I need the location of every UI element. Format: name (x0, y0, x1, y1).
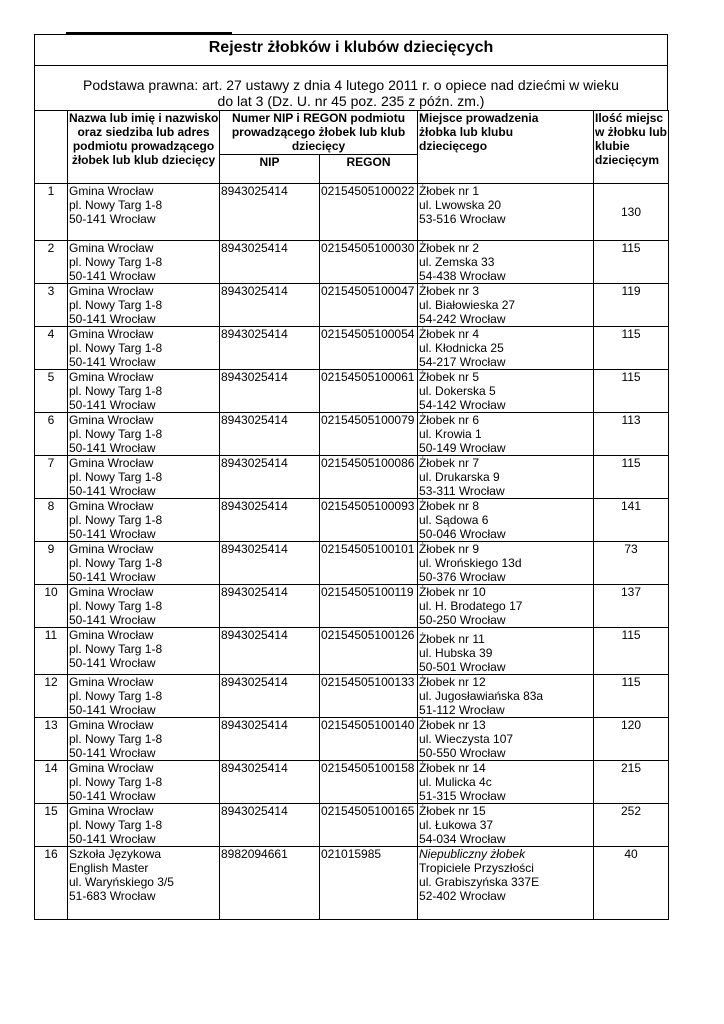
entity-line: pl. Nowy Targ 1-8 (69, 689, 163, 703)
entity-line: Gmina Wrocław (69, 499, 154, 513)
entity-line: 50-141 Wrocław (69, 527, 156, 541)
header-places-line: w żłobku lub (595, 125, 668, 139)
place-cell (418, 628, 594, 675)
place-address-line: Tropiciele Przyszłości (419, 861, 534, 875)
header-regon: REGON (320, 155, 418, 184)
table-row (35, 628, 669, 675)
place-title: Żłobek nr 5 (419, 370, 480, 384)
regon-cell: 02154505100079 (320, 413, 418, 456)
regon-cell: 02154505100165 (320, 804, 418, 847)
place-address-line: 50-046 Wrocław (419, 527, 506, 541)
row-number: 8 (35, 499, 68, 542)
entity-cell (68, 413, 220, 456)
entity-line: Gmina Wrocław (69, 241, 154, 255)
entity-cell (68, 284, 220, 327)
place-cell (418, 542, 594, 585)
place-cell (418, 718, 594, 761)
place-cell (418, 847, 594, 920)
entity-cell (68, 585, 220, 628)
entity-line: pl. Nowy Targ 1-8 (69, 599, 163, 613)
place-title: Żłobek nr 7 (419, 456, 480, 470)
places-count-cell: 115 (594, 327, 669, 370)
table-row (35, 184, 669, 241)
place-address-line: 54-034 Wrocław (419, 832, 506, 846)
place-address-line: 51-112 Wrocław (419, 703, 505, 717)
nip-cell: 8943025414 (220, 585, 320, 628)
entity-cell (68, 718, 220, 761)
row-number: 10 (35, 585, 68, 628)
entity-cell (68, 761, 220, 804)
place-cell (418, 804, 594, 847)
entity-line: Gmina Wrocław (69, 284, 154, 298)
entity-cell (68, 370, 220, 413)
place-address-line: 53-516 Wrocław (419, 212, 506, 226)
nip-cell: 8982094661 (220, 847, 320, 920)
place-address-line: ul. Kłodnicka 25 (419, 341, 504, 355)
place-address-line: ul. Drukarska 9 (419, 470, 500, 484)
nip-cell: 8943025414 (220, 284, 320, 327)
entity-line: ul. Waryńskiego 3/5 (69, 875, 174, 889)
entity-line: pl. Nowy Targ 1-8 (69, 298, 163, 312)
place-address-line: ul. Wrońskiego 13d (419, 556, 522, 570)
legal-basis-line-1: Podstawa prawna: art. 27 ustawy z dnia 4 lutego 2011 r. o opiece nad dziećmi w wieku (83, 77, 619, 93)
header-nip-regon-line: dziecięcy (291, 139, 346, 153)
regon-cell: 02154505100126 (320, 628, 418, 675)
entity-line: English Master (69, 861, 149, 875)
place-title: Żłobek nr 12 (419, 675, 486, 689)
regon-cell: 02154505100158 (320, 761, 418, 804)
table-row (35, 847, 669, 920)
entity-line: pl. Nowy Targ 1-8 (69, 513, 163, 527)
place-cell (418, 284, 594, 327)
title-text: Rejestr żłobków i klubów dziecięcych (208, 39, 494, 56)
place-address-line: ul. Mulicka 4c (419, 775, 492, 789)
regon-cell: 02154505100101 (320, 542, 418, 585)
place-title: Żłobek nr 6 (419, 413, 480, 427)
places-count-cell: 113 (594, 413, 669, 456)
entity-line: Gmina Wrocław (69, 804, 154, 818)
nip-cell: 8943025414 (220, 370, 320, 413)
entity-line: Gmina Wrocław (69, 542, 154, 556)
regon-cell: 02154505100093 (320, 499, 418, 542)
regon-cell: 021015985 (320, 847, 418, 920)
header-entity-line: podmiotu prowadzącego (72, 139, 215, 153)
entity-line: 50-141 Wrocław (69, 484, 156, 498)
nip-cell: 8943025414 (220, 718, 320, 761)
places-count-cell: 115 (594, 628, 669, 675)
header-entity-line: Nazwa lub imię i nazwisko (69, 111, 219, 125)
place-address-line: ul. Wieczysta 107 (419, 732, 514, 746)
entity-line: 50-141 Wrocław (69, 441, 156, 455)
place-address-line: 54-142 Wrocław (419, 398, 506, 412)
table-row (35, 585, 669, 628)
table-row (35, 413, 669, 456)
nip-cell: 8943025414 (220, 241, 320, 284)
place-title: Żłobek nr 10 (419, 585, 486, 599)
entity-line: 50-141 Wrocław (69, 398, 156, 412)
entity-line: Gmina Wrocław (69, 370, 154, 384)
entity-line: Szkoła Językowa (69, 847, 162, 861)
place-address-line: 50-376 Wrocław (419, 570, 506, 584)
place-address-line: 50-250 Wrocław (419, 613, 506, 627)
entity-line: Gmina Wrocław (69, 456, 154, 470)
entity-line: pl. Nowy Targ 1-8 (69, 556, 163, 570)
places-count-cell: 73 (594, 542, 669, 585)
entity-line: 50-141 Wrocław (69, 570, 156, 584)
table-row (35, 675, 669, 718)
registry-rows (35, 184, 669, 920)
entity-line: 50-141 Wrocław (69, 789, 156, 803)
entity-line: pl. Nowy Targ 1-8 (69, 470, 163, 484)
place-address-line: 52-402 Wrocław (419, 889, 506, 903)
regon-cell: 02154505100054 (320, 327, 418, 370)
entity-line: pl. Nowy Targ 1-8 (69, 818, 163, 832)
place-address-line: ul. Jugosławiańska 83a (419, 689, 544, 703)
regon-cell: 02154505100133 (320, 675, 418, 718)
entity-line: Gmina Wrocław (69, 585, 154, 599)
nip-cell: 8943025414 (220, 499, 320, 542)
entity-cell (68, 456, 220, 499)
entity-line: Gmina Wrocław (69, 184, 154, 198)
table-row (35, 327, 669, 370)
place-cell (418, 456, 594, 499)
place-cell (418, 761, 594, 804)
place-title: Żłobek nr 4 (419, 327, 480, 341)
nip-cell: 8943025414 (220, 542, 320, 585)
table-row (35, 499, 669, 542)
place-address-line: ul. Zemska 33 (419, 255, 495, 269)
entity-cell (68, 847, 220, 920)
table-row (35, 718, 669, 761)
regon-cell: 02154505100022 (320, 184, 418, 241)
regon-cell: 02154505100119 (320, 585, 418, 628)
place-address-line: 54-438 Wrocław (419, 269, 506, 283)
entity-cell (68, 499, 220, 542)
entity-line: pl. Nowy Targ 1-8 (69, 732, 163, 746)
place-address-line: 50-550 Wrocław (419, 746, 506, 760)
entity-line: 50-141 Wrocław (69, 613, 156, 627)
entity-cell (68, 184, 220, 241)
entity-line: 50-141 Wrocław (69, 832, 156, 846)
place-address-line: 54-217 Wrocław (419, 355, 506, 369)
nip-cell: 8943025414 (220, 413, 320, 456)
place-address-line: 53-311 Wrocław (419, 484, 505, 498)
place-address-line: ul. Grabiszyńska 337E (419, 875, 540, 889)
entity-cell (68, 542, 220, 585)
entity-line: 50-141 Wrocław (69, 269, 156, 283)
entity-line: pl. Nowy Targ 1-8 (69, 255, 163, 269)
places-count-cell: 115 (594, 370, 669, 413)
legal-basis-line-2: do lat 3 (Dz. U. nr 45 poz. 235 z późn. zm.) (217, 93, 485, 109)
nip-cell: 8943025414 (220, 804, 320, 847)
place-title: Żłobek nr 9 (419, 542, 480, 556)
place-cell (418, 241, 594, 284)
entity-cell (68, 628, 220, 675)
places-count-cell: 252 (594, 804, 669, 847)
entity-line: Gmina Wrocław (69, 327, 154, 341)
regon-cell: 02154505100047 (320, 284, 418, 327)
table-row (35, 284, 669, 327)
nip-cell: 8943025414 (220, 327, 320, 370)
row-number: 15 (35, 804, 68, 847)
row-number: 9 (35, 542, 68, 585)
header-entity (68, 111, 220, 184)
row-number: 16 (35, 847, 68, 920)
row-number: 12 (35, 675, 68, 718)
header-entity-line: żłobek lub klub dziecięcy (71, 153, 216, 167)
place-title: Żłobek nr 13 (419, 718, 486, 732)
entity-line: 50-141 Wrocław (69, 746, 156, 760)
place-address-line: 50-149 Wrocław (419, 441, 506, 455)
row-number: 7 (35, 456, 68, 499)
header-place-line: dziecięcego (419, 139, 488, 153)
entity-line: pl. Nowy Targ 1-8 (69, 198, 163, 212)
header-nip-regon-line: prowadzącego żłobek lub klub (231, 125, 406, 139)
place-title: Niepubliczny żłobek (419, 847, 526, 861)
table-row (35, 804, 669, 847)
table-row (35, 761, 669, 804)
entity-line: Gmina Wrocław (69, 675, 154, 689)
document-title (34, 34, 668, 66)
nip-cell: 8943025414 (220, 675, 320, 718)
places-count-cell: 137 (594, 585, 669, 628)
header-places-line: klubie (595, 139, 630, 153)
place-address-line: ul. Białowieska 27 (419, 298, 516, 312)
entity-cell (68, 675, 220, 718)
entity-cell (68, 804, 220, 847)
table-row (35, 370, 669, 413)
nip-cell: 8943025414 (220, 184, 320, 241)
entity-line: 51-683 Wrocław (69, 889, 156, 903)
places-count-cell: 119 (594, 284, 669, 327)
place-address-line: ul. Hubska 39 (419, 646, 493, 660)
header-places-line: dziecięcym (595, 153, 660, 167)
places-count-cell: 40 (594, 847, 669, 920)
row-number: 4 (35, 327, 68, 370)
place-cell (418, 370, 594, 413)
places-count-cell: 120 (594, 718, 669, 761)
places-count-cell: 115 (594, 675, 669, 718)
table-row (35, 241, 669, 284)
places-count-cell: 115 (594, 456, 669, 499)
entity-line: pl. Nowy Targ 1-8 (69, 427, 163, 441)
place-cell (418, 675, 594, 718)
row-number: 14 (35, 761, 68, 804)
places-count-cell: 130 (594, 184, 669, 241)
nip-cell: 8943025414 (220, 761, 320, 804)
registry-table (34, 110, 669, 920)
row-number: 13 (35, 718, 68, 761)
row-number: 2 (35, 241, 68, 284)
places-count-cell: 215 (594, 761, 669, 804)
header-nip: NIP (220, 155, 320, 184)
regon-cell: 02154505100086 (320, 456, 418, 499)
row-number: 5 (35, 370, 68, 413)
header-entity-line: oraz siedziba lub adres (77, 125, 210, 139)
table-row (35, 456, 669, 499)
place-title: Żłobek nr 11 (419, 632, 485, 646)
place-address-line: ul. H. Brodatego 17 (419, 599, 523, 613)
entity-line: Gmina Wrocław (69, 761, 154, 775)
entity-cell (68, 241, 220, 284)
place-address-line: 51-315 Wrocław (419, 789, 506, 803)
places-count-cell: 115 (594, 241, 669, 284)
place-cell (418, 327, 594, 370)
header-place-line: żłobka lub klubu (419, 125, 514, 139)
place-address-line: 50-501 Wrocław (419, 660, 506, 674)
place-cell (418, 413, 594, 456)
place-title: Żłobek nr 1 (419, 184, 480, 198)
legal-basis (34, 66, 668, 110)
entity-line: 50-141 Wrocław (69, 656, 156, 670)
place-cell (418, 499, 594, 542)
regon-cell: 02154505100061 (320, 370, 418, 413)
header-nip-regon-line: Numer NIP i REGON podmiotu (231, 111, 406, 125)
place-address-line: ul. Łukowa 37 (419, 818, 494, 832)
header-places-line: Ilość miejsc (595, 111, 664, 125)
place-title: Żłobek nr 3 (419, 284, 480, 298)
header-row-top (35, 111, 669, 155)
entity-line: pl. Nowy Targ 1-8 (69, 341, 163, 355)
place-address-line: 54-242 Wrocław (419, 312, 506, 326)
entity-line: pl. Nowy Targ 1-8 (69, 642, 163, 656)
entity-line: 50-141 Wrocław (69, 355, 156, 369)
place-address-line: ul. Dokerska 5 (419, 384, 496, 398)
entity-line: pl. Nowy Targ 1-8 (69, 775, 163, 789)
place-title: Żłobek nr 15 (419, 804, 486, 818)
place-address-line: ul. Sądowa 6 (419, 513, 489, 527)
place-title: Żłobek nr 14 (419, 761, 486, 775)
regon-cell: 02154505100030 (320, 241, 418, 284)
place-address-line: ul. Krowia 1 (419, 427, 482, 441)
header-nip-regon (220, 111, 418, 155)
row-number: 6 (35, 413, 68, 456)
place-address-line: ul. Lwowska 20 (419, 198, 502, 212)
header-place-line: Miejsce prowadzenia (419, 111, 539, 125)
place-cell (418, 184, 594, 241)
entity-line: Gmina Wrocław (69, 718, 154, 732)
entity-line: pl. Nowy Targ 1-8 (69, 384, 163, 398)
places-count-cell: 141 (594, 499, 669, 542)
header-place (418, 111, 594, 184)
place-title: Żłobek nr 2 (419, 241, 480, 255)
row-number: 3 (35, 284, 68, 327)
nip-cell: 8943025414 (220, 456, 320, 499)
place-title: Żłobek nr 8 (419, 499, 480, 513)
regon-cell: 02154505100140 (320, 718, 418, 761)
table-row (35, 542, 669, 585)
row-number: 11 (35, 628, 68, 675)
row-number: 1 (35, 184, 68, 241)
entity-line: 50-141 Wrocław (69, 312, 156, 326)
entity-cell (68, 327, 220, 370)
entity-line: Gmina Wrocław (69, 413, 154, 427)
entity-line: 50-141 Wrocław (69, 703, 156, 717)
place-cell (418, 585, 594, 628)
header-places (594, 111, 669, 184)
header-lp (35, 111, 68, 184)
nip-cell: 8943025414 (220, 628, 320, 675)
entity-line: Gmina Wrocław (69, 628, 154, 642)
entity-line: 50-141 Wrocław (69, 212, 156, 226)
